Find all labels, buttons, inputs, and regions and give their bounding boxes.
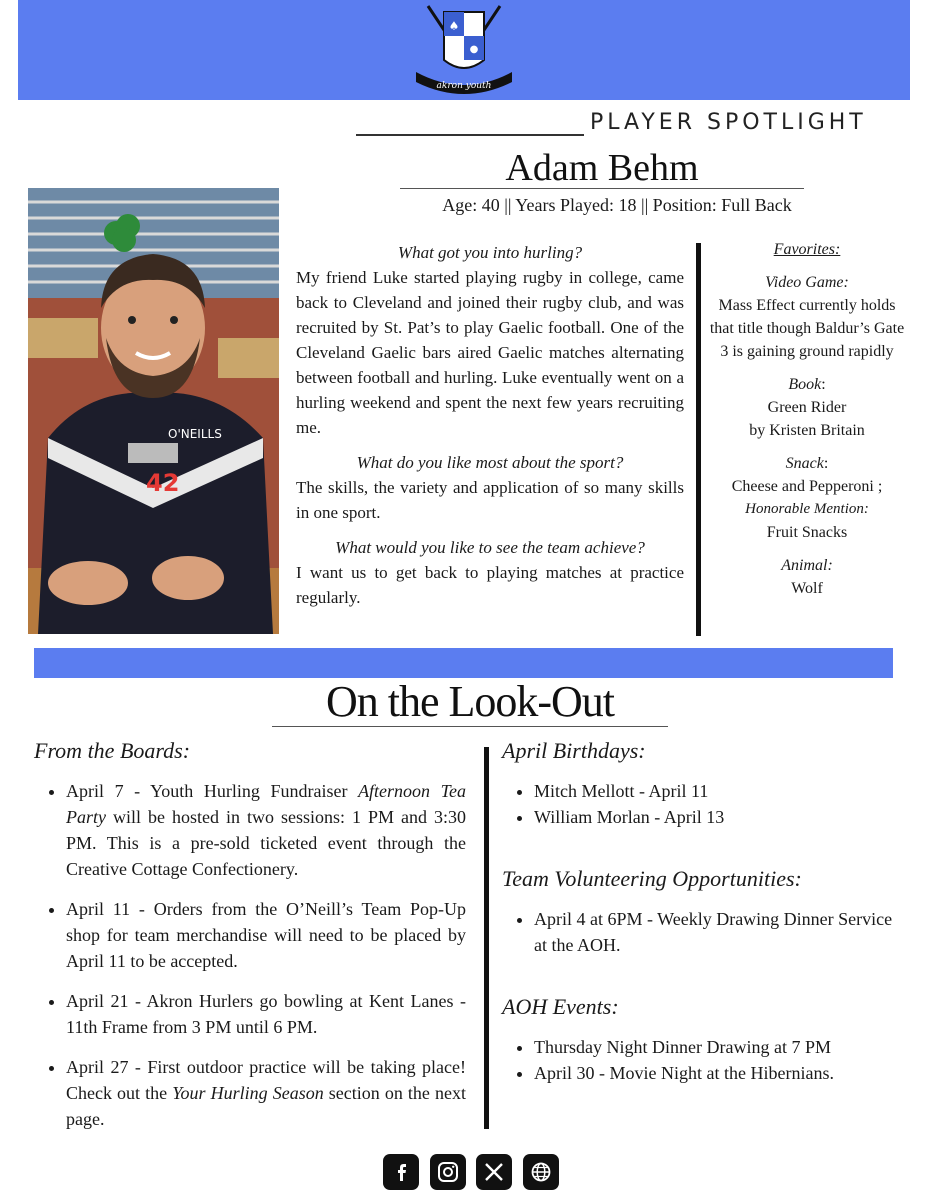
birthdays-heading: April Birthdays:	[502, 738, 646, 763]
interview-qa	[296, 240, 684, 620]
animal-value: Wolf	[791, 580, 823, 597]
answer-3: I want us to get back to playing matches at practice regularly.	[296, 563, 684, 607]
list-item: • April 27 - First outdoor practice will be taking place! Check out the Your Hurling Season section on the next page.	[66, 1054, 466, 1132]
snack-mention-value: Fruit Snacks	[766, 524, 848, 541]
instagram-icon[interactable]	[430, 1154, 466, 1190]
globe-icon[interactable]	[523, 1154, 559, 1190]
question-2: What do you like most about the sport?	[356, 453, 624, 472]
column-divider	[696, 243, 701, 636]
question-1: What got you into hurling?	[397, 243, 583, 262]
svg-text:●: ●	[469, 44, 479, 55]
answer-2: The skills, the variety and application of so many skills in one sport.	[296, 478, 684, 522]
snack-label: Snack	[785, 455, 824, 472]
snack-mention-label: Honorable Mention:	[745, 501, 869, 517]
name-underline	[400, 188, 804, 189]
social-links	[383, 1154, 559, 1190]
player-stats: Age: 40 || Years Played: 18 || Position: Full Back	[442, 195, 792, 215]
birthdays-list	[502, 778, 902, 830]
boards-heading: From the Boards:	[34, 738, 191, 763]
favorites-heading: Favorites:	[773, 241, 841, 258]
list-item: • April 30 - Movie Night at the Hibernians.	[534, 1060, 902, 1086]
lookout-title: On the Look-Out	[325, 677, 615, 726]
section-divider-banner	[34, 648, 893, 678]
volunteer-heading: Team Volunteering Opportunities:	[502, 866, 802, 891]
list-item: • April 11 - Orders from the O’Neill’s Team Pop-Up shop for team merchandise will need to be placed by April 11 to be accepted.	[66, 896, 466, 974]
jersey-number: 42	[146, 469, 180, 497]
boards-column	[34, 738, 466, 1146]
aoh-heading: AOH Events:	[502, 994, 619, 1019]
video-game-label: Video Game:	[765, 274, 849, 291]
list-item: • April 7 - Youth Hurling Fundraiser Afternoon Tea Party will be hosted in two sessions: 1 PM and 3:30 PM. This is a pre-sold ticketed event through the Creative Cottage Confectionery.	[66, 778, 466, 882]
list-item: • Mitch Mellott - April 11	[534, 778, 902, 804]
snack-value: Cheese and Pepperoni ;	[731, 478, 883, 495]
club-crest-logo	[408, 2, 520, 98]
jersey-brand-text: O'NEILLS	[168, 427, 222, 441]
favorites-panel: Favorites: Video Game: Mass Effect currently holds that title though Baldur’s Gate 3 is gaining ground rapidly Book: Green Rider by Kristen Britain Snack: Cheese and Pepperoni ; Honorable Mention: Fruit Snacks Animal: Wolf	[707, 238, 907, 600]
player-photo	[28, 188, 279, 634]
question-3: What would you like to see the team achieve?	[335, 538, 645, 557]
lookout-underline	[272, 726, 668, 727]
logo-text: akron youth	[436, 81, 492, 91]
volunteer-list	[502, 906, 902, 958]
video-game-value: Mass Effect currently holds that title though Baldur’s Gate 3 is gaining ground rapidly	[709, 297, 905, 360]
events-column	[502, 738, 902, 1122]
svg-text:♠: ♠	[448, 19, 460, 33]
list-item: • Thursday Night Dinner Drawing at 7 PM	[534, 1034, 902, 1060]
boards-list	[34, 778, 466, 1132]
book-author: by Kristen Britain	[749, 422, 865, 439]
book-title: Green Rider	[767, 399, 847, 416]
book-label: Book	[788, 376, 822, 393]
lookout-column-divider	[484, 747, 489, 1129]
facebook-icon[interactable]	[383, 1154, 419, 1190]
spotlight-heading: PLAYER SPOTLIGHT	[590, 110, 867, 135]
list-item: • William Morlan - April 13	[534, 804, 902, 830]
aoh-list	[502, 1034, 902, 1086]
list-item: • April 21 - Akron Hurlers go bowling at Kent Lanes - 11th Frame from 3 PM until 6 PM.	[66, 988, 466, 1040]
spotlight-rule	[356, 134, 584, 136]
animal-label: Animal:	[781, 557, 833, 574]
answer-1: My friend Luke started playing rugby in college, came back to Cleveland and joined their rugby club, and was recruited by St. Pat’s to play Gaelic football. One of the Cleveland Gaelic bars aired Gaelic matches alternating between football and hurling. Luke eventually went on a hurling weekend and spent the next few years recruiting me.	[296, 268, 684, 437]
x-icon[interactable]	[476, 1154, 512, 1190]
player-name: Adam Behm	[505, 147, 699, 189]
list-item: • April 4 at 6PM - Weekly Drawing Dinner Service at the AOH.	[534, 906, 902, 958]
